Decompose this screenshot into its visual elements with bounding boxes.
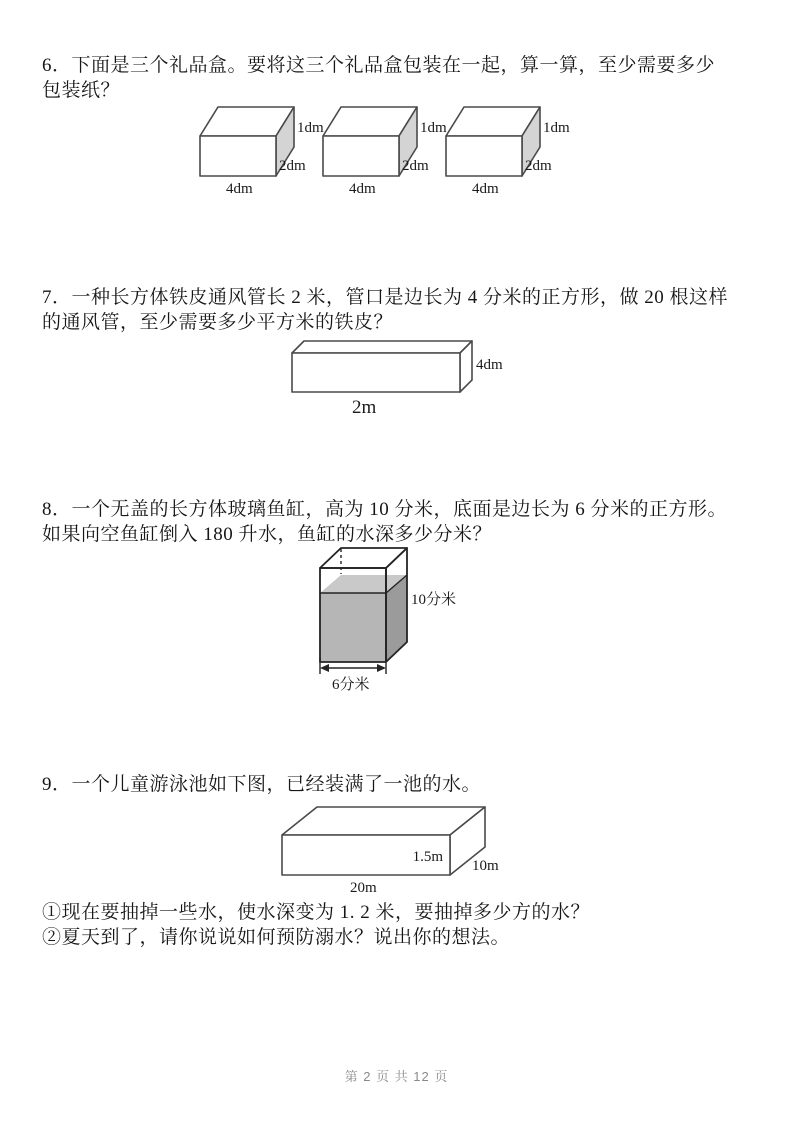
question-7-line-2: 的通风管，至少需要多少平方米的铁皮？ xyxy=(42,312,394,333)
page-number-footer: 第 2 页 共 12 页 xyxy=(344,1069,449,1084)
question-8 xyxy=(42,497,762,547)
question-9-sub-2: ②夏天到了，请你说说如何预防溺水？说出你的想法。 xyxy=(42,927,511,948)
tank-height-label: 10分米 xyxy=(411,592,457,608)
right-arrowhead-icon xyxy=(377,664,386,672)
duct-height-label: 4dm xyxy=(476,357,503,373)
pool-depth-label: 1.5m xyxy=(412,849,443,865)
gift-box-diagram-2 xyxy=(321,104,447,198)
box3-height-label: 1dm xyxy=(543,120,570,136)
question-7-line-1: 7．一种长方体铁皮通风管长 2 米，管口是边长为 4 分米的正方形，做 20 根这样 xyxy=(42,287,729,308)
pool-width-label: 10m xyxy=(472,858,499,874)
duct-length-label: 2m xyxy=(352,397,377,418)
pool-cuboid xyxy=(278,803,513,898)
gift-box-diagram-3 xyxy=(444,104,570,198)
pool-diagram xyxy=(278,803,513,898)
box2-length-label: 4dm xyxy=(349,181,376,197)
question-6-line-2: 包装纸？ xyxy=(42,80,121,101)
question-9-sub-1: ①现在要抽掉一些水，使水深变为 1. 2 米，要抽掉多少方的水？ xyxy=(42,902,591,923)
question-8-line-2: 如果向空鱼缸倒入 180 升水，鱼缸的水深多少分米？ xyxy=(42,524,493,545)
tank-base-label: 6分米 xyxy=(332,677,370,693)
question-7 xyxy=(42,285,762,335)
left-arrowhead-icon xyxy=(320,664,329,672)
question-9 xyxy=(42,772,762,797)
box1-length-label: 4dm xyxy=(226,181,253,197)
question-8-line-1: 8．一个无盖的长方体玻璃鱼缸，高为 10 分米，底面是边长为 6 分米的正方形。 xyxy=(42,499,728,520)
duct-cuboid xyxy=(288,337,513,419)
box2-height-label: 1dm xyxy=(420,120,447,136)
question-9-subquestions xyxy=(42,900,762,950)
box1-height-label: 1dm xyxy=(297,120,324,136)
gift-box-diagram-1 xyxy=(198,104,324,198)
gift-boxes-diagram xyxy=(198,104,570,198)
duct-diagram xyxy=(288,337,513,419)
question-6 xyxy=(42,53,762,103)
box3-length-label: 4dm xyxy=(472,181,499,197)
fish-tank-cuboid xyxy=(314,544,466,694)
box1-depth-label: 2dm xyxy=(279,158,306,174)
fish-tank-diagram xyxy=(314,544,466,694)
box2-depth-label: 2dm xyxy=(402,158,429,174)
box3-depth-label: 2dm xyxy=(525,158,552,174)
question-9-line-1: 9．一个儿童游泳池如下图，已经装满了一池的水。 xyxy=(42,774,482,795)
question-6-line-1: 6．下面是三个礼品盒。要将这三个礼品盒包装在一起，算一算，至少需要多少 xyxy=(42,55,716,76)
pool-length-label: 20m xyxy=(350,880,377,896)
